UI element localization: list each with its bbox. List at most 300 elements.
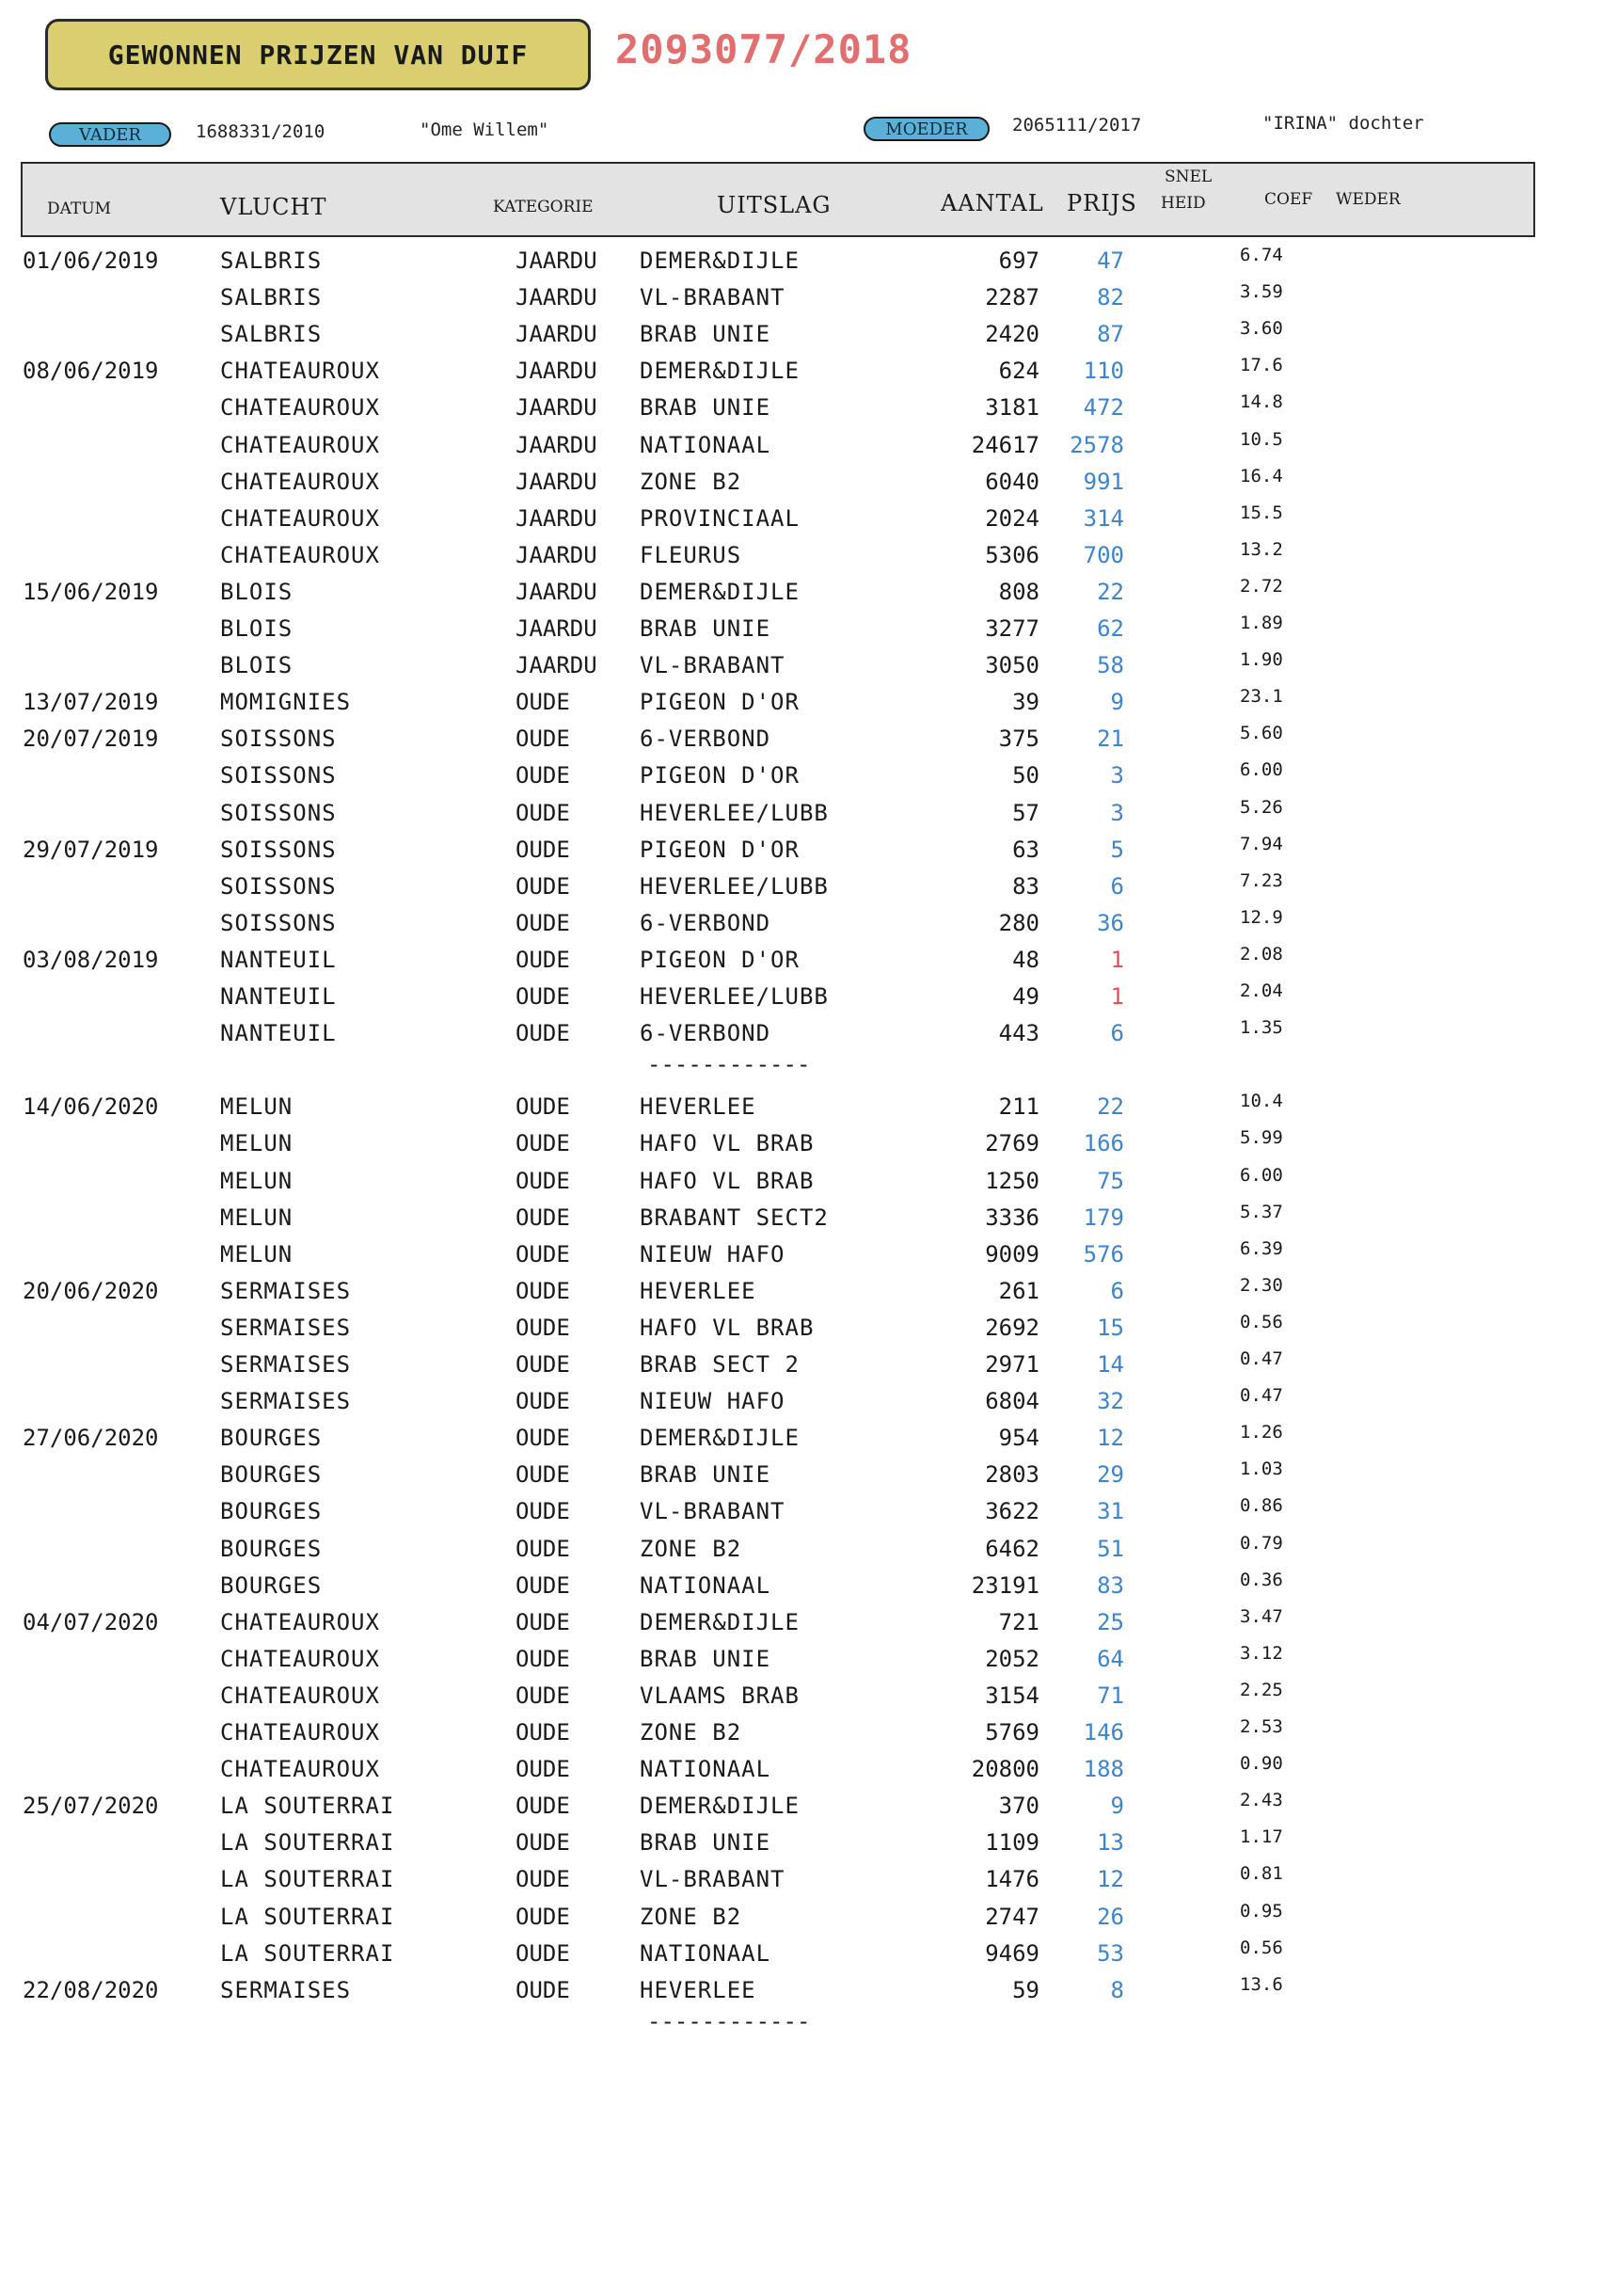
row-count: 3622 <box>985 1498 1039 1524</box>
row-flight: LA SOUTERRAI <box>220 1940 395 1967</box>
row-prize: 2578 <box>1070 432 1124 458</box>
row-category: OUDE <box>516 800 570 826</box>
row-result: BRAB UNIE <box>640 615 771 642</box>
row-coefficient: 3.47 <box>1240 1606 1283 1627</box>
row-category: JAARDU <box>516 542 597 568</box>
row-coefficient: 2.72 <box>1240 576 1283 597</box>
row-result: HAFO VL BRAB <box>640 1168 815 1194</box>
row-prize: 22 <box>1097 1093 1124 1120</box>
row-coefficient: 2.53 <box>1240 1716 1283 1737</box>
row-prize: 22 <box>1097 579 1124 605</box>
row-prize: 472 <box>1083 394 1124 421</box>
row-date: 20/06/2020 <box>23 1278 159 1304</box>
row-result: DEMER&DIJLE <box>640 1425 800 1451</box>
row-flight: SOISSONS <box>220 873 337 900</box>
row-count: 1250 <box>985 1168 1039 1194</box>
row-prize: 13 <box>1097 1829 1124 1856</box>
row-count: 211 <box>998 1093 1039 1120</box>
row-flight: MELUN <box>220 1093 293 1120</box>
row-category: OUDE <box>516 1904 570 1930</box>
row-result: VL-BRABANT <box>640 1866 785 1892</box>
row-count: 23191 <box>971 1572 1039 1599</box>
row-count: 721 <box>998 1609 1039 1635</box>
row-coefficient: 5.37 <box>1240 1202 1283 1222</box>
row-prize: 62 <box>1097 615 1124 642</box>
row-flight: MELUN <box>220 1241 293 1268</box>
row-flight: BOURGES <box>220 1461 323 1488</box>
row-prize: 12 <box>1097 1425 1124 1451</box>
row-date: 08/06/2019 <box>23 358 159 384</box>
row-category: JAARDU <box>516 615 597 642</box>
row-count: 50 <box>1012 762 1039 789</box>
row-coefficient: 0.56 <box>1240 1312 1283 1332</box>
row-prize: 51 <box>1097 1536 1124 1562</box>
row-prize: 314 <box>1083 505 1124 532</box>
row-category: OUDE <box>516 689 570 715</box>
row-prize: 21 <box>1097 725 1124 752</box>
row-prize: 36 <box>1097 910 1124 936</box>
row-count: 2769 <box>985 1130 1039 1156</box>
section-divider: ------------ <box>647 1051 811 1077</box>
row-category: OUDE <box>516 1756 570 1782</box>
row-coefficient: 0.81 <box>1240 1863 1283 1884</box>
row-flight: SOISSONS <box>220 910 337 936</box>
header-heid: HEID <box>1161 194 1206 213</box>
row-category: OUDE <box>516 725 570 752</box>
row-coefficient: 1.89 <box>1240 613 1283 633</box>
row-flight: SOISSONS <box>220 800 337 826</box>
row-prize: 3 <box>1110 762 1124 789</box>
row-result: NATIONAAL <box>640 1940 771 1967</box>
header-aantal: AANTAL <box>941 190 1044 216</box>
row-prize: 166 <box>1083 1130 1124 1156</box>
row-coefficient: 5.99 <box>1240 1127 1283 1148</box>
row-coefficient: 6.74 <box>1240 245 1283 265</box>
row-category: JAARDU <box>516 652 597 678</box>
row-flight: SERMAISES <box>220 1351 352 1378</box>
row-category: JAARDU <box>516 321 597 347</box>
row-prize: 3 <box>1110 800 1124 826</box>
row-category: OUDE <box>516 1609 570 1635</box>
row-flight: SOISSONS <box>220 725 337 752</box>
row-result: HEVERLEE <box>640 1977 756 2003</box>
row-flight: MOMIGNIES <box>220 689 352 715</box>
row-prize: 6 <box>1110 1020 1124 1046</box>
row-flight: CHATEAUROUX <box>220 1609 380 1635</box>
row-category: OUDE <box>516 910 570 936</box>
row-result: BRAB SECT 2 <box>640 1351 800 1378</box>
row-flight: MELUN <box>220 1130 293 1156</box>
row-count: 954 <box>998 1425 1039 1451</box>
row-count: 9469 <box>985 1940 1039 1967</box>
row-count: 6462 <box>985 1536 1039 1562</box>
row-coefficient: 12.9 <box>1240 907 1283 928</box>
row-date: 01/06/2019 <box>23 247 159 274</box>
row-flight: CHATEAUROUX <box>220 432 380 458</box>
row-prize: 47 <box>1097 247 1124 274</box>
row-prize: 58 <box>1097 652 1124 678</box>
row-date: 13/07/2019 <box>23 689 159 715</box>
row-category: OUDE <box>516 1682 570 1709</box>
row-count: 57 <box>1012 800 1039 826</box>
row-flight: MELUN <box>220 1204 293 1231</box>
row-category: OUDE <box>516 1315 570 1341</box>
row-prize: 75 <box>1097 1168 1124 1194</box>
row-result: HAFO VL BRAB <box>640 1130 815 1156</box>
father-label-badge: VADER <box>49 122 171 147</box>
row-prize: 82 <box>1097 284 1124 311</box>
row-category: JAARDU <box>516 284 597 311</box>
row-count: 20800 <box>971 1756 1039 1782</box>
row-count: 2692 <box>985 1315 1039 1341</box>
row-coefficient: 2.30 <box>1240 1275 1283 1296</box>
row-flight: BLOIS <box>220 615 293 642</box>
row-count: 63 <box>1012 837 1039 863</box>
header-coef: COEF <box>1264 190 1313 209</box>
row-result: BRAB UNIE <box>640 321 771 347</box>
row-prize: 179 <box>1083 1204 1124 1231</box>
row-result: NIEUW HAFO <box>640 1241 785 1268</box>
row-coefficient: 0.56 <box>1240 1937 1283 1958</box>
row-flight: BOURGES <box>220 1498 323 1524</box>
row-date: 20/07/2019 <box>23 725 159 752</box>
row-count: 2971 <box>985 1351 1039 1378</box>
row-count: 3050 <box>985 652 1039 678</box>
header-datum: DATUM <box>47 199 112 218</box>
row-coefficient: 6.39 <box>1240 1238 1283 1259</box>
row-category: OUDE <box>516 1168 570 1194</box>
row-count: 2747 <box>985 1904 1039 1930</box>
row-category: JAARDU <box>516 358 597 384</box>
row-flight: SALBRIS <box>220 247 323 274</box>
row-category: JAARDU <box>516 432 597 458</box>
row-category: OUDE <box>516 1793 570 1819</box>
row-prize: 110 <box>1083 358 1124 384</box>
row-category: OUDE <box>516 1536 570 1562</box>
row-prize: 83 <box>1097 1572 1124 1599</box>
row-coefficient: 5.60 <box>1240 723 1283 743</box>
row-flight: BOURGES <box>220 1572 323 1599</box>
row-coefficient: 2.43 <box>1240 1790 1283 1810</box>
row-date: 15/06/2019 <box>23 579 159 605</box>
row-coefficient: 13.6 <box>1240 1974 1283 1995</box>
row-result: DEMER&DIJLE <box>640 247 800 274</box>
row-result: DEMER&DIJLE <box>640 1609 800 1635</box>
row-result: HAFO VL BRAB <box>640 1315 815 1341</box>
row-result: PIGEON D'OR <box>640 689 800 715</box>
row-date: 22/08/2020 <box>23 1977 159 2003</box>
row-coefficient: 3.59 <box>1240 281 1283 302</box>
row-flight: BLOIS <box>220 652 293 678</box>
row-flight: SOISSONS <box>220 762 337 789</box>
row-flight: CHATEAUROUX <box>220 1646 380 1672</box>
row-result: HEVERLEE/LUBB <box>640 800 829 826</box>
row-prize: 6 <box>1110 873 1124 900</box>
row-coefficient: 1.90 <box>1240 649 1283 670</box>
row-coefficient: 6.00 <box>1240 759 1283 780</box>
row-count: 2803 <box>985 1461 1039 1488</box>
row-coefficient: 17.6 <box>1240 355 1283 375</box>
row-count: 9009 <box>985 1241 1039 1268</box>
row-flight: BLOIS <box>220 579 293 605</box>
row-coefficient: 6.00 <box>1240 1165 1283 1186</box>
row-count: 6804 <box>985 1388 1039 1414</box>
row-flight: CHATEAUROUX <box>220 542 380 568</box>
row-result: DEMER&DIJLE <box>640 1793 800 1819</box>
header-vlucht: VLUCHT <box>220 194 327 220</box>
row-coefficient: 1.17 <box>1240 1826 1283 1847</box>
row-flight: SERMAISES <box>220 1278 352 1304</box>
row-count: 280 <box>998 910 1039 936</box>
row-result: DEMER&DIJLE <box>640 579 800 605</box>
row-coefficient: 3.60 <box>1240 318 1283 339</box>
row-flight: MELUN <box>220 1168 293 1194</box>
row-result: BRAB UNIE <box>640 1829 771 1856</box>
pigeon-ring-number: 2093077/2018 <box>615 26 912 72</box>
row-flight: CHATEAUROUX <box>220 505 380 532</box>
row-category: OUDE <box>516 1572 570 1599</box>
row-prize: 8 <box>1110 1977 1124 2003</box>
row-coefficient: 13.2 <box>1240 539 1283 560</box>
page-title: GEWONNEN PRIJZEN VAN DUIF <box>45 19 591 90</box>
row-result: HEVERLEE/LUBB <box>640 873 829 900</box>
row-flight: LA SOUTERRAI <box>220 1793 395 1819</box>
row-category: JAARDU <box>516 579 597 605</box>
row-coefficient: 0.90 <box>1240 1753 1283 1774</box>
row-flight: LA SOUTERRAI <box>220 1829 395 1856</box>
row-count: 808 <box>998 579 1039 605</box>
row-coefficient: 10.5 <box>1240 429 1283 450</box>
row-result: HEVERLEE/LUBB <box>640 983 829 1010</box>
mother-ring-number: 2065111/2017 <box>1012 115 1142 136</box>
row-coefficient: 0.36 <box>1240 1570 1283 1590</box>
row-result: VLAAMS BRAB <box>640 1682 800 1709</box>
row-count: 83 <box>1012 873 1039 900</box>
row-count: 24617 <box>971 432 1039 458</box>
row-coefficient: 1.26 <box>1240 1422 1283 1443</box>
row-prize: 9 <box>1110 689 1124 715</box>
row-result: VL-BRABANT <box>640 1498 785 1524</box>
row-result: VL-BRABANT <box>640 284 785 311</box>
row-flight: NANTEUIL <box>220 1020 337 1046</box>
row-flight: LA SOUTERRAI <box>220 1904 395 1930</box>
row-prize: 991 <box>1083 469 1124 495</box>
row-coefficient: 0.95 <box>1240 1901 1283 1921</box>
row-count: 370 <box>998 1793 1039 1819</box>
row-prize: 188 <box>1083 1756 1124 1782</box>
row-category: OUDE <box>516 873 570 900</box>
row-category: OUDE <box>516 1425 570 1451</box>
row-flight: SERMAISES <box>220 1315 352 1341</box>
row-coefficient: 14.8 <box>1240 391 1283 412</box>
row-coefficient: 10.4 <box>1240 1091 1283 1111</box>
row-coefficient: 0.86 <box>1240 1495 1283 1516</box>
row-coefficient: 0.47 <box>1240 1385 1283 1406</box>
row-result: PIGEON D'OR <box>640 762 800 789</box>
row-prize: 6 <box>1110 1278 1124 1304</box>
row-category: OUDE <box>516 983 570 1010</box>
row-category: OUDE <box>516 1646 570 1672</box>
row-result: PIGEON D'OR <box>640 947 800 973</box>
row-count: 3181 <box>985 394 1039 421</box>
row-date: 14/06/2020 <box>23 1093 159 1120</box>
row-coefficient: 23.1 <box>1240 686 1283 707</box>
row-prize: 31 <box>1097 1498 1124 1524</box>
row-coefficient: 15.5 <box>1240 502 1283 523</box>
row-result: 6-VERBOND <box>640 910 771 936</box>
row-prize: 1 <box>1110 947 1124 973</box>
row-category: OUDE <box>516 1351 570 1378</box>
row-count: 5306 <box>985 542 1039 568</box>
row-count: 1109 <box>985 1829 1039 1856</box>
row-count: 2024 <box>985 505 1039 532</box>
row-coefficient: 0.79 <box>1240 1533 1283 1554</box>
row-category: OUDE <box>516 1866 570 1892</box>
row-count: 3277 <box>985 615 1039 642</box>
row-category: OUDE <box>516 947 570 973</box>
row-flight: CHATEAUROUX <box>220 1719 380 1746</box>
row-date: 29/07/2019 <box>23 837 159 863</box>
row-flight: SERMAISES <box>220 1388 352 1414</box>
row-result: BRABANT SECT2 <box>640 1204 829 1231</box>
father-ring-number: 1688331/2010 <box>196 121 325 142</box>
row-prize: 5 <box>1110 837 1124 863</box>
row-count: 375 <box>998 725 1039 752</box>
row-result: BRAB UNIE <box>640 1646 771 1672</box>
row-coefficient: 2.08 <box>1240 944 1283 965</box>
row-coefficient: 1.35 <box>1240 1017 1283 1038</box>
row-date: 27/06/2020 <box>23 1425 159 1451</box>
row-count: 6040 <box>985 469 1039 495</box>
row-prize: 53 <box>1097 1940 1124 1967</box>
row-category: OUDE <box>516 1977 570 2003</box>
row-count: 59 <box>1012 1977 1039 2003</box>
row-coefficient: 7.23 <box>1240 870 1283 891</box>
row-prize: 71 <box>1097 1682 1124 1709</box>
row-flight: CHATEAUROUX <box>220 394 380 421</box>
row-flight: SERMAISES <box>220 1977 352 2003</box>
row-count: 3336 <box>985 1204 1039 1231</box>
row-coefficient: 2.25 <box>1240 1680 1283 1700</box>
row-result: 6-VERBOND <box>640 1020 771 1046</box>
row-count: 5769 <box>985 1719 1039 1746</box>
row-flight: NANTEUIL <box>220 983 337 1010</box>
row-result: PIGEON D'OR <box>640 837 800 863</box>
row-date: 25/07/2020 <box>23 1793 159 1819</box>
row-prize: 9 <box>1110 1793 1124 1819</box>
row-prize: 64 <box>1097 1646 1124 1672</box>
row-result: ZONE B2 <box>640 469 742 495</box>
row-coefficient: 0.47 <box>1240 1348 1283 1369</box>
row-category: JAARDU <box>516 247 597 274</box>
header-uitslag: UITSLAG <box>717 192 832 218</box>
row-count: 3154 <box>985 1682 1039 1709</box>
row-flight: CHATEAUROUX <box>220 1756 380 1782</box>
row-category: OUDE <box>516 762 570 789</box>
row-result: NATIONAAL <box>640 1756 771 1782</box>
row-coefficient: 16.4 <box>1240 466 1283 486</box>
row-result: ZONE B2 <box>640 1719 742 1746</box>
row-result: DEMER&DIJLE <box>640 358 800 384</box>
row-result: ZONE B2 <box>640 1904 742 1930</box>
row-count: 624 <box>998 358 1039 384</box>
row-count: 49 <box>1012 983 1039 1010</box>
header-weder: WEDER <box>1336 190 1401 209</box>
row-flight: SOISSONS <box>220 837 337 863</box>
row-prize: 12 <box>1097 1866 1124 1892</box>
row-prize: 15 <box>1097 1315 1124 1341</box>
row-prize: 146 <box>1083 1719 1124 1746</box>
father-name: "Ome Willem" <box>420 120 549 140</box>
row-result: VL-BRABANT <box>640 652 785 678</box>
header-kategorie: KATEGORIE <box>493 198 594 216</box>
row-category: OUDE <box>516 837 570 863</box>
row-prize: 87 <box>1097 321 1124 347</box>
row-prize: 1 <box>1110 983 1124 1010</box>
row-result: NATIONAAL <box>640 432 771 458</box>
row-category: OUDE <box>516 1241 570 1268</box>
row-result: ZONE B2 <box>640 1536 742 1562</box>
row-count: 697 <box>998 247 1039 274</box>
row-flight: NANTEUIL <box>220 947 337 973</box>
row-category: OUDE <box>516 1829 570 1856</box>
row-flight: CHATEAUROUX <box>220 1682 380 1709</box>
row-flight: SALBRIS <box>220 321 323 347</box>
row-count: 48 <box>1012 947 1039 973</box>
row-category: OUDE <box>516 1130 570 1156</box>
row-count: 443 <box>998 1020 1039 1046</box>
row-result: BRAB UNIE <box>640 394 771 421</box>
row-count: 2420 <box>985 321 1039 347</box>
row-prize: 32 <box>1097 1388 1124 1414</box>
mother-label-badge: MOEDER <box>864 117 990 141</box>
row-category: OUDE <box>516 1020 570 1046</box>
row-count: 261 <box>998 1278 1039 1304</box>
row-category: OUDE <box>516 1940 570 1967</box>
row-category: OUDE <box>516 1498 570 1524</box>
row-prize: 14 <box>1097 1351 1124 1378</box>
row-coefficient: 3.12 <box>1240 1643 1283 1664</box>
row-category: OUDE <box>516 1461 570 1488</box>
row-count: 39 <box>1012 689 1039 715</box>
row-prize: 29 <box>1097 1461 1124 1488</box>
row-date: 04/07/2020 <box>23 1609 159 1635</box>
row-date: 03/08/2019 <box>23 947 159 973</box>
section-divider: ------------ <box>647 2008 811 2034</box>
header-prijs: PRIJS <box>1067 190 1137 216</box>
row-category: JAARDU <box>516 505 597 532</box>
row-coefficient: 2.04 <box>1240 981 1283 1001</box>
row-category: OUDE <box>516 1278 570 1304</box>
row-category: OUDE <box>516 1719 570 1746</box>
row-count: 2052 <box>985 1646 1039 1672</box>
row-result: NIEUW HAFO <box>640 1388 785 1414</box>
row-result: HEVERLEE <box>640 1093 756 1120</box>
row-result: 6-VERBOND <box>640 725 771 752</box>
row-category: JAARDU <box>516 469 597 495</box>
row-flight: BOURGES <box>220 1536 323 1562</box>
row-flight: CHATEAUROUX <box>220 358 380 384</box>
row-category: OUDE <box>516 1093 570 1120</box>
row-category: OUDE <box>516 1388 570 1414</box>
row-count: 2287 <box>985 284 1039 311</box>
row-count: 1476 <box>985 1866 1039 1892</box>
mother-name: "IRINA" dochter <box>1262 113 1424 134</box>
row-result: HEVERLEE <box>640 1278 756 1304</box>
row-coefficient: 1.03 <box>1240 1459 1283 1479</box>
row-flight: SALBRIS <box>220 284 323 311</box>
row-result: FLEURUS <box>640 542 742 568</box>
